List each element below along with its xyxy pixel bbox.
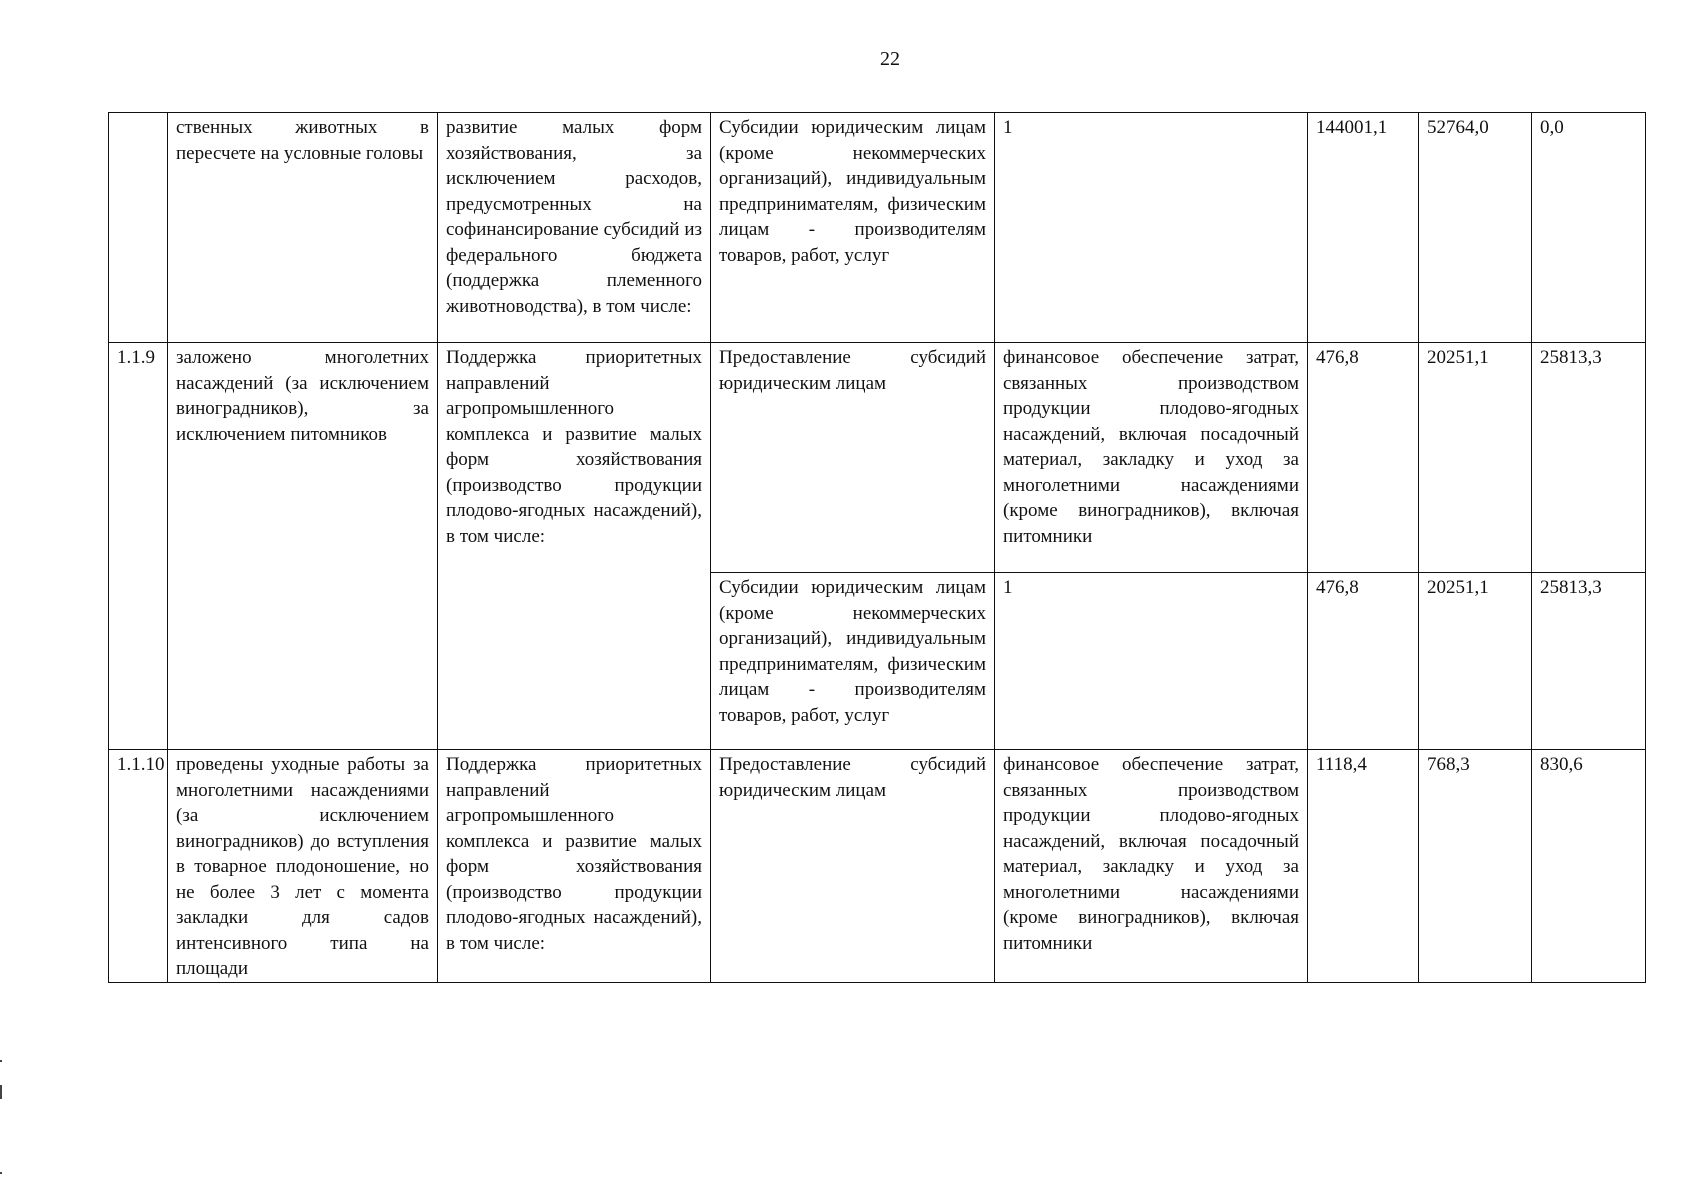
purpose-cell: финансовое обеспечение затрат, связанных производством продукции плодово-ягодных насаждений, включая посадочный материал, закладку и уход за многолетними насаждениями (кроме виноградников), включая питомники xyxy=(995,750,1308,983)
program-table xyxy=(108,112,1646,983)
row-code-cell xyxy=(109,113,168,343)
value-cell-1: 476,8 xyxy=(1308,573,1419,750)
purpose-cell: 1 xyxy=(995,113,1308,343)
event-cell: развитие малых форм хозяйствования, за исключением расходов, предусмотренных на софинансирование субсидий из федерального бюджета (поддержка племенного животноводства), в том числе: xyxy=(438,113,711,343)
row-code-cell: 1.1.10 xyxy=(109,750,168,983)
table-row xyxy=(109,750,1646,983)
value-cell-3: 0,0 xyxy=(1532,113,1646,343)
table-row xyxy=(109,343,1646,573)
support-form-cell: Предоставление субсидий юридическим лицам xyxy=(711,750,995,983)
support-form-cell: Предоставление субсидий юридическим лицам xyxy=(711,343,995,573)
scan-edge-mark xyxy=(0,1060,2,1062)
page-number: 22 xyxy=(880,48,900,70)
support-form-cell: Субсидии юридическим лицам (кроме некоммерческих организаций), индивидуальным предпринимателям, физическим лицам - производителям товаров, работ, услуг xyxy=(711,573,995,750)
value-cell-2: 20251,1 xyxy=(1419,573,1532,750)
event-cell: Поддержка приоритетных направлений агропромышленного комплекса и развитие малых форм хозяйствования (производство продукции плодово-ягодных насаждений), в том числе: xyxy=(438,343,711,750)
value-cell-1: 476,8 xyxy=(1308,343,1419,573)
scan-edge-mark xyxy=(0,1085,2,1099)
row-code-cell: 1.1.9 xyxy=(109,343,168,750)
value-cell-3: 25813,3 xyxy=(1532,343,1646,573)
purpose-cell: 1 xyxy=(995,573,1308,750)
value-cell-3: 830,6 xyxy=(1532,750,1646,983)
indicator-cell: ственных животных в пересчете на условные головы xyxy=(168,113,438,343)
purpose-cell: финансовое обеспечение затрат, связанных производством продукции плодово-ягодных насаждений, включая посадочный материал, закладку и уход за многолетними насаждениями (кроме виноградников), включая питомники xyxy=(995,343,1308,573)
indicator-cell: проведены уходные работы за многолетними насаждениями (за исключением виноградников) до вступления в товарное плодоношение, но не более 3 лет с момента закладки для садов интенсивного типа на площади xyxy=(168,750,438,983)
value-cell-1: 144001,1 xyxy=(1308,113,1419,343)
scan-edge-mark xyxy=(0,1172,2,1174)
value-cell-1: 1118,4 xyxy=(1308,750,1419,983)
support-form-cell: Субсидии юридическим лицам (кроме некоммерческих организаций), индивидуальным предпринимателям, физическим лицам - производителям товаров, работ, услуг xyxy=(711,113,995,343)
event-cell: Поддержка приоритетных направлений агропромышленного комплекса и развитие малых форм хозяйствования (производство продукции плодово-ягодных насаждений), в том числе: xyxy=(438,750,711,983)
table-row xyxy=(109,113,1646,343)
value-cell-3: 25813,3 xyxy=(1532,573,1646,750)
value-cell-2: 768,3 xyxy=(1419,750,1532,983)
value-cell-2: 20251,1 xyxy=(1419,343,1532,573)
value-cell-2: 52764,0 xyxy=(1419,113,1532,343)
indicator-cell: заложено многолетних насаждений (за исключением виноградников), за исключением питомников xyxy=(168,343,438,750)
